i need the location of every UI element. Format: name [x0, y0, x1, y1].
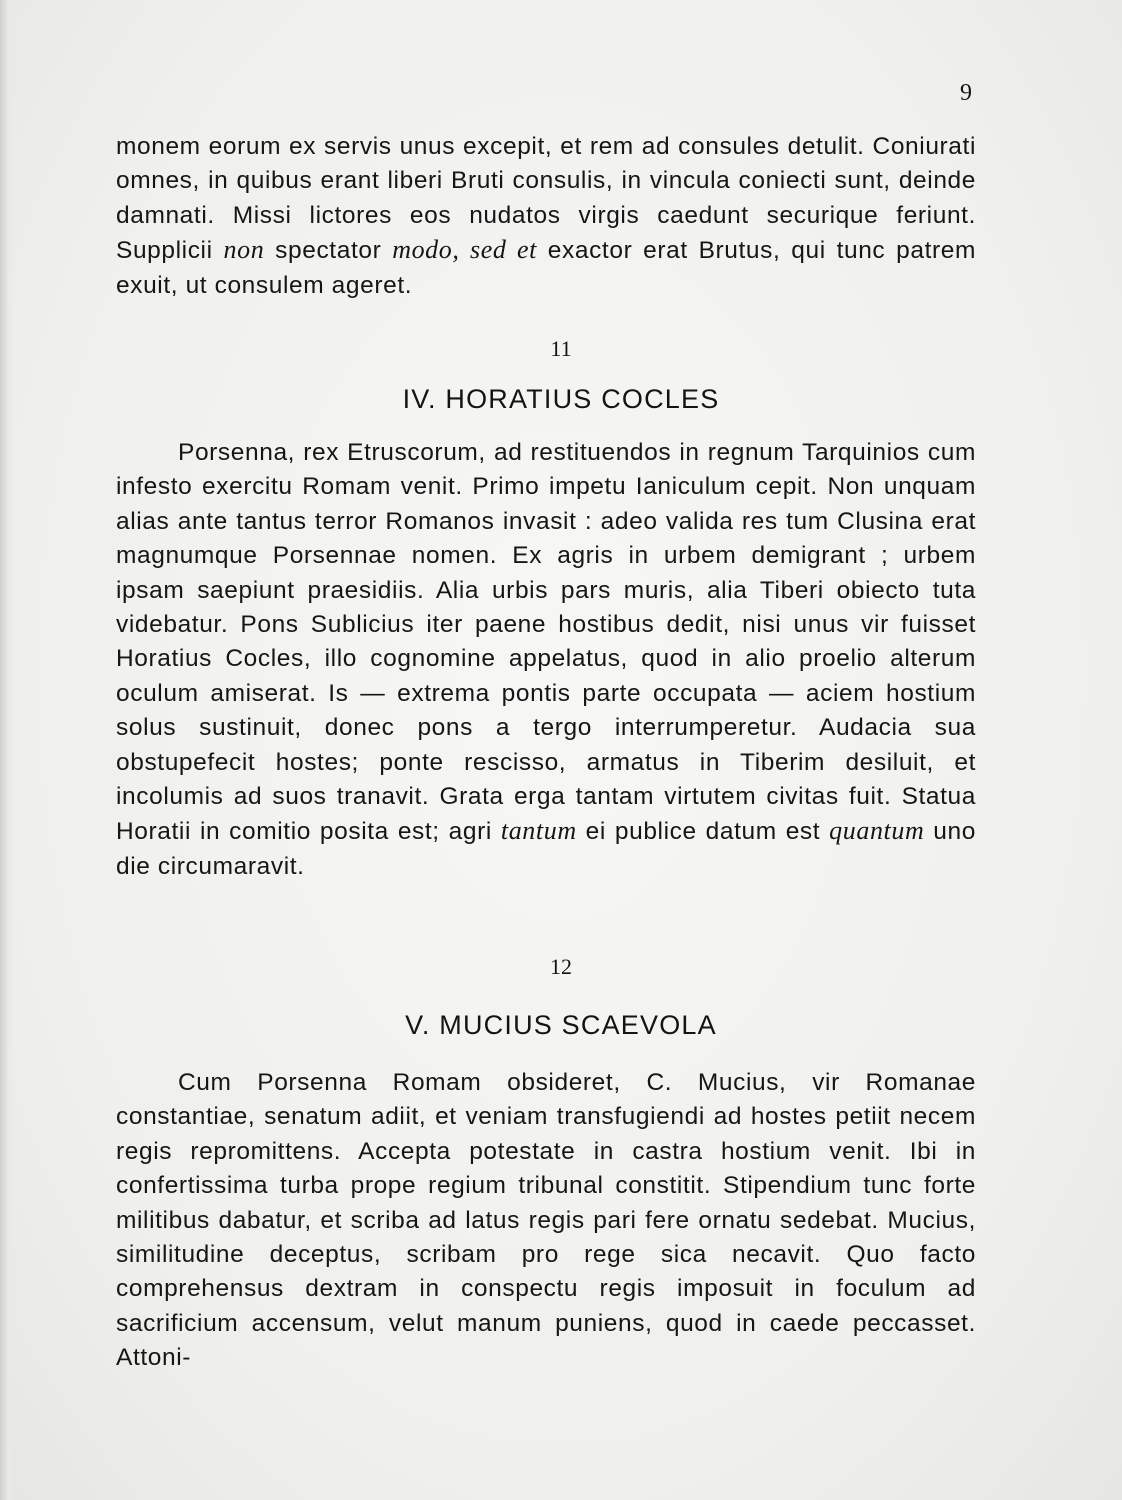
paragraph-brutus: [116, 130, 976, 303]
section-title-mucius: V. MUCIUS SCAEVOLA: [405, 1010, 717, 1040]
paragraph-horatius: [116, 436, 976, 884]
section-number-12: 12: [550, 954, 572, 979]
section-number-11: 11: [550, 336, 572, 361]
brutus-text-1: monem eorum ex servis unus excepit, et rem ad consules detulit. Coniurati omnes, in quibus erant liberi Bruti consulis, in vincula coniecti sunt, deinde damnati. Missi lictores eos nudatos virgis caedunt securique feriunt. Supplicii: [116, 133, 976, 265]
horatius-text-b: ei publice datum est: [585, 818, 821, 846]
paragraph-mucius: [116, 1066, 976, 1376]
page-binding-shadow: [0, 0, 14, 1500]
paragraph-mucius-text: Cum Porsenna Romam obsideret, C. Mucius, vir Romanae constantiae, senatum adiit, et veniam transfugiendi ad hostes petiit necem regis repromittens. Accepta potestate in castra hostium venit. Ibi in confertissima turba prope regium tribunal constitit. Stipendium tunc forte militibus dabatur, et scriba ad latus regis pari fere ornatu sedebat. Mucius, similitudine deceptus, scribam pro rege sica necavit. Quo facto comprehensus dextram in conspectu regis imposuit in foculum ad sacrificium accensum, velut manum puniens, quod in caede peccasset. Attoni-: [116, 1069, 976, 1372]
brutus-text-3: exactor erat Brutus, qui tunc patrem exuit, ut consulem ageret.: [116, 237, 976, 299]
horatius-italic-a: tantum: [500, 816, 577, 846]
horatius-italic-b: quantum: [829, 816, 925, 846]
horatius-text-a: Porsenna, rex Etruscorum, ad restituendos in regnum Tarquinios cum infesto exercitu Romam venit. Primo impetu Ianiculum cepit. Non unquam alias ante tantus terror Romanos invasit : adeo valida res tum Clusina erat magnumque Porsennae nomen. Ex agris in urbem demigrant ; urbem ipsam saepiunt praesidiis. Alia urbis pars muris, alia Tiberi obiecto tuta videbatur. Pons Sublicius iter paene hostibus dedit, nisi unus vir fuisset Horatius Cocles, illo cognomine appelatus, quod in alio proelio alterum oculum amiserat. Is — extrema pontis parte occupata — aciem hostium solus sustinuit, donec pons a tergo interrumperetur. Audacia sua obstupefecit hostes; ponte rescisso, armatus in Tiberim desiluit, et incolumis ad suos tranavit. Grata erga tantam virtutem civitas fuit. Statua Horatii in comitio posita est; agri: [116, 439, 976, 846]
section-title-horatius: IV. HORATIUS COCLES: [402, 384, 720, 414]
paragraph-horatius-text: [116, 436, 976, 884]
brutus-italic-2: modo, sed et: [392, 235, 537, 265]
page-number: 9: [960, 80, 972, 106]
brutus-text-2: spectator: [275, 237, 382, 265]
horatius-text-c: uno die circumaravit.: [116, 818, 976, 880]
brutus-italic-1: non: [223, 235, 265, 265]
paragraph-brutus-text: [116, 130, 976, 303]
